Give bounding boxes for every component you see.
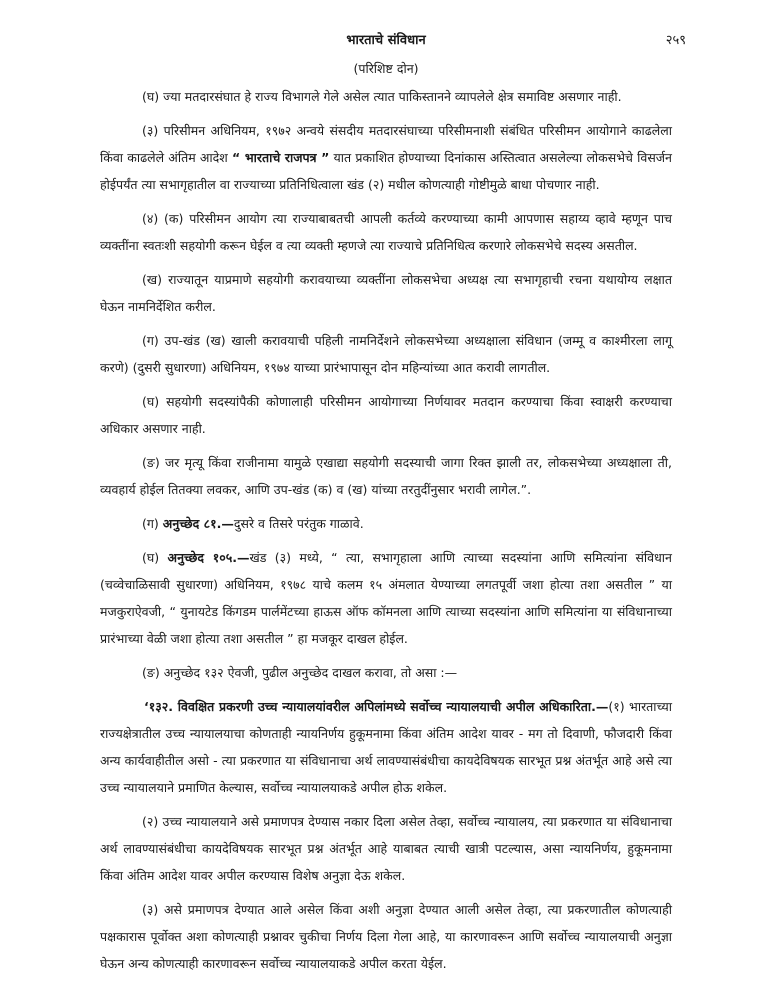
page-title: भारताचे संविधान bbox=[346, 33, 426, 48]
paragraph-4: (ख) राज्यातून याप्रमाणे सहयोगी करावयाच्या व्यक्तींना लोकसभेचा अध्यक्ष त्या सभागृहाची रचना यथायोग्य लक्षात घेऊन नामनिर्देशित करील. bbox=[100, 272, 672, 314]
article-132-heading: ‘१३२. विवक्षित प्रकरणी उच्च न्यायालयांवरील अपिलांमध्ये सर्वोच्च न्यायालयाची अपील अधिकारिता.— bbox=[144, 699, 609, 714]
paragraph-9-prefix: (घ) bbox=[142, 550, 168, 565]
paragraph-1: (घ) ज्या मतदारसंघात हे राज्य विभागले गेले असेल त्यात पाकिस्तानने व्यापलेले क्षेत्र समाविष्ट असणार नाही. bbox=[142, 89, 622, 104]
paragraph-11-text: (१) भारताच्या राज्यक्षेत्रातील उच्च न्यायालयाचा कोणताही न्यायनिर्णय हुकूमनामा किंवा अंतिम आदेश यावर - मग तो दिवाणी, फौजदारी किंवा अन्य कार्यवाहीतील असो - त्या प्रकरणात या संविधानाचा अर्थ लावण्यासंबंधीचा कायदेविषयक सारभूत प्रश्न अंतर्भूत आहे असे त्या उच्च न्यायालयाने प्रमाणित केल्यास, सर्वोच्च न्यायालयाकडे अपील होऊ शकेल. bbox=[100, 699, 672, 795]
paragraph-9 bbox=[100, 544, 672, 652]
paragraph-7: (ङ) जर मृत्यू किंवा राजीनामा यामुळे एखाद्या सहयोगी सदस्याची जागा रिक्त झाली तर, लोकसभेच्या अध्यक्षाला ती, व्यवहार्य होईल तितक्या लवकर, आणि उप-खंड (क) व (ख) यांच्या तरतुदींनुसार भरावी लागेल.”. bbox=[100, 455, 672, 497]
paragraph-10: (ङ) अनुच्छेद १३२ ऐवजी, पुढील अनुच्छेद दाखल करावा, तो असा :— bbox=[142, 665, 458, 680]
paragraph-8 bbox=[100, 510, 672, 537]
paragraph-6: (घ) सहयोगी सदस्यांपैकी कोणालाही परिसीमन आयोगाच्या निर्णयावर मतदान करण्याचा किंवा स्वाक्षरी करण्याचा अधिकार असणार नाही. bbox=[100, 394, 672, 436]
paragraph-11 bbox=[100, 693, 672, 801]
paragraph-5: (ग) उप-खंड (ख) खाली करावयाची पहिली नामनिर्देशने लोकसभेच्या अध्यक्षाला संविधान (जम्मू व काश्मीरला लागू करणे) (दुसरी सुधारणा) अधिनियम, १९७४ याच्या प्रारंभापासून दोन महिन्यांच्या आत करावी लागतील. bbox=[100, 333, 672, 375]
paragraph-3: (४) (क) परिसीमन आयोग त्या राज्याबाबतची आपली कर्तव्ये करण्याच्या कामी आपणास सहाय्य व्हावे म्हणून पाच व्यक्तींना स्वतःशी सहयोगी करून घेईल व त्या व्यक्ती म्हणजे त्या राज्याचे प्रतिनिधित्व करणारे लोकसभेचे सदस्य असतील. bbox=[100, 211, 672, 253]
article-105-heading: अनुच्छेद १०५.— bbox=[167, 550, 250, 565]
paragraph-2-text-a: (३) परिसीमन अधिनियम, १९७२ अन्वये संसदीय मतदारसंघाच्या परिसीमनाशी संबंधित परिसीमन आयोगाने काढलेला किंवा काढलेले अंतिम आदेश bbox=[100, 123, 672, 165]
page-number: २५९ bbox=[665, 33, 686, 48]
paragraph-8-prefix: (ग) bbox=[142, 516, 163, 531]
page-header bbox=[100, 26, 686, 50]
paragraph-2 bbox=[100, 117, 672, 198]
paragraph-13: (३) असे प्रमाणपत्र देण्यात आले असेल किंवा अशी अनुज्ञा देण्यात आली असेल तेव्हा, त्या प्रकरणातील कोणत्याही पक्षकारास पूर्वोक्त अशा कोणत्याही प्रश्नावर चुकीचा निर्णय दिला गेला आहे, या कारणावरून आणि सर्वोच्च न्यायालयाची अनुज्ञा घेऊन अन्य कोणत्याही कारणावरून सर्वोच्च न्यायालयाकडे अपील करता येईल. bbox=[100, 902, 672, 971]
paragraph-12: (२) उच्च न्यायालयाने असे प्रमाणपत्र देण्यास नकार दिला असेल तेव्हा, सर्वोच्च न्यायालय, त्या प्रकरणात या संविधानाचा अर्थ लावण्यासंबंधीचा कायदेविषयक सारभूत प्रश्न अंतर्भूत आहे याबाबत त्याची खात्री पटल्यास, असा न्यायनिर्णय, हुकूमनामा किंवा अंतिम आदेश यावर अपील करण्यास विशेष अनुज्ञा देऊ शकेल. bbox=[100, 814, 672, 883]
paragraph-9-text: खंड (३) मध्ये, “ त्या, सभागृहाला आणि त्याच्या सदस्यांना आणि समित्यांना संविधान (चव्वेचाळिसावी सुधारणा) अधिनियम, १९७८ याचे कलम १५ अंमलात येण्याच्या लगतपूर्वी जशा होत्या तशा असतील ” या मजकुराऐवजी, “ युनायटेड किंगडम पार्लमेंटच्या हाऊस ऑफ कॉमनला आणि त्याच्या सदस्यांना आणि समित्यांना या संविधानाच्या प्रारंभाच्या वेळी जशा होत्या तशा असतील ” हा मजकूर दाखल होईल. bbox=[100, 550, 672, 646]
paragraph-8-text: दुसरे व तिसरे परंतुक गाळावे. bbox=[233, 516, 364, 531]
paragraph-2-text-c: यात प्रकाशित होण्याच्या दिनांकास अस्तित्वात असलेल्या लोकसभेचे विसर्जन होईपर्यंत त्या सभागृहातील वा राज्याच्या प्रतिनिधित्वाला खंड (२) मधील कोणत्याही गोष्टीमुळे बाधा पोचणार नाही. bbox=[100, 150, 672, 192]
article-81-heading: अनुच्छेद ८१.— bbox=[162, 516, 234, 531]
gazette-name: “ भारताचे राजपत्र ” bbox=[232, 150, 330, 165]
page-subtitle: (परिशिष्ट दोन) bbox=[353, 61, 419, 76]
